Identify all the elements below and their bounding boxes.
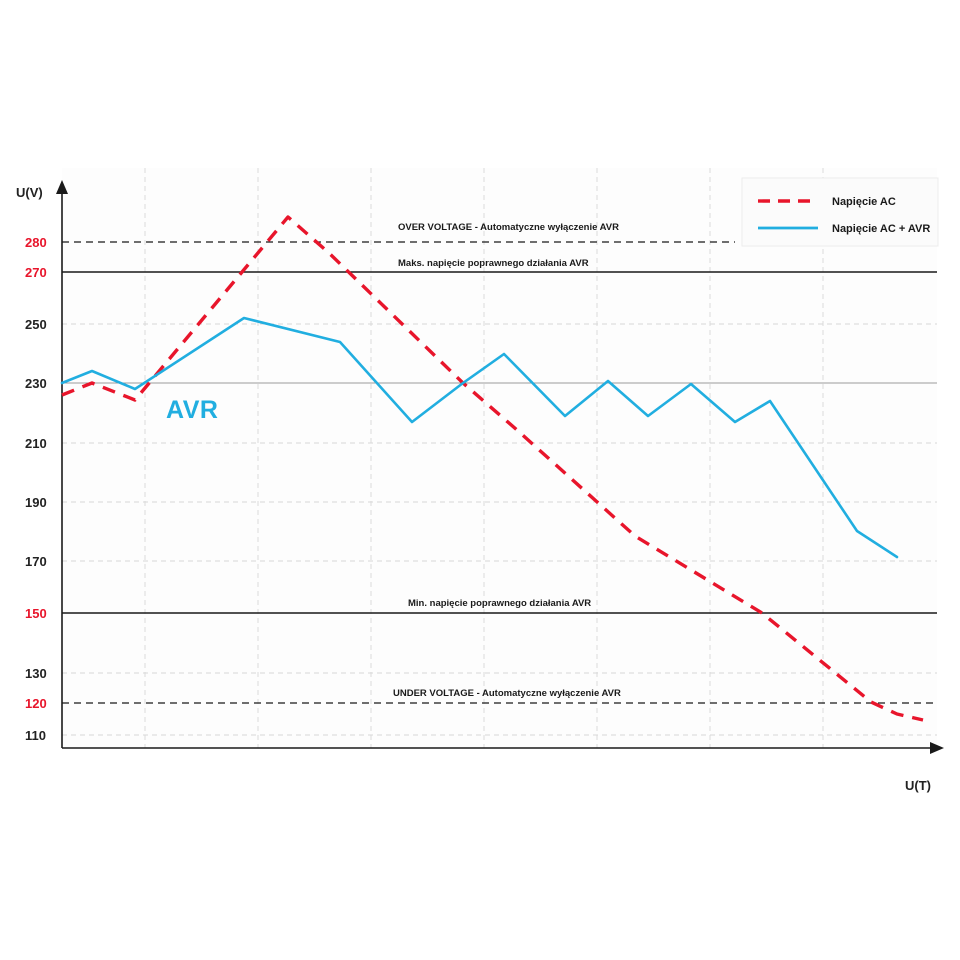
zone-label-under-voltage: UNDER VOLTAGE - Automatyczne wyłączenie AVR	[393, 688, 621, 699]
y-tick-280: 280	[25, 235, 47, 250]
y-tick-270: 270	[25, 265, 47, 280]
plot-background	[62, 168, 937, 748]
y-tick-230: 230	[25, 376, 47, 391]
y-tick-120: 120	[25, 696, 47, 711]
y-tick-130: 130	[25, 666, 47, 681]
y-axis-title: U(V)	[16, 185, 43, 200]
y-tick-210: 210	[25, 436, 47, 451]
avr-zone-label: AVR	[166, 396, 219, 424]
zone-label-over-voltage: OVER VOLTAGE - Automatyczne wyłączenie AVR	[398, 222, 620, 233]
zone-label-max-avr: Maks. napięcie poprawnego działania AVR	[398, 258, 589, 269]
y-tick-110: 110	[25, 728, 46, 743]
x-axis-title: U(T)	[905, 778, 931, 793]
legend	[742, 178, 938, 246]
y-tick-170: 170	[25, 554, 47, 569]
y-tick-250: 250	[25, 317, 47, 332]
y-tick-190: 190	[25, 495, 47, 510]
y-tick-150: 150	[25, 606, 47, 621]
zone-label-min-avr: Min. napięcie poprawnego działania AVR	[408, 598, 592, 609]
legend-label-ac-avr: Napięcie AC + AVR	[832, 223, 931, 235]
legend-label-ac: Napięcie AC	[832, 196, 896, 208]
